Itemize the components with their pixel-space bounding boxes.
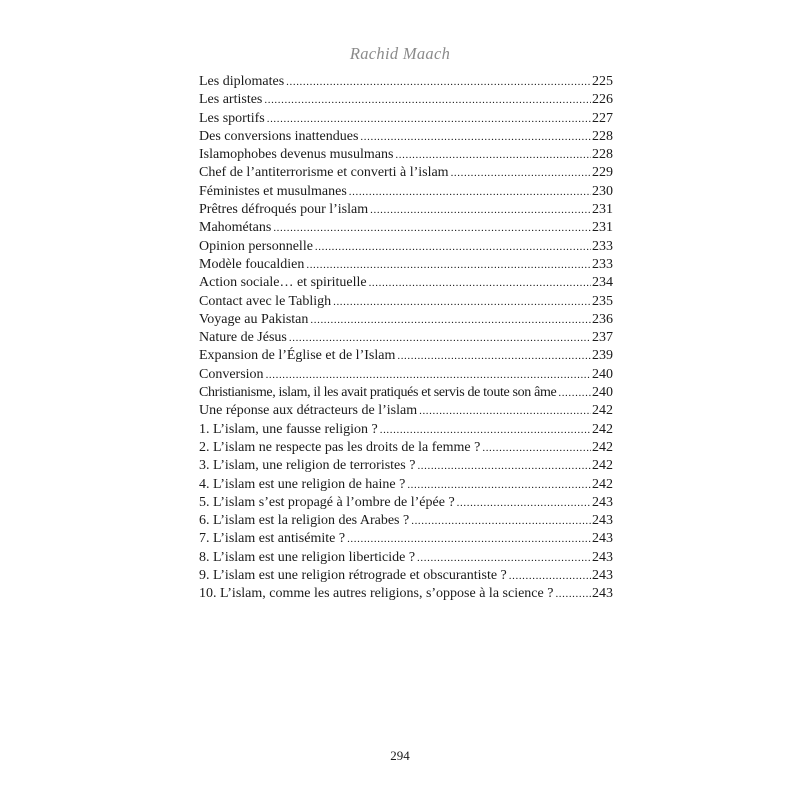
- dot-leader: [267, 110, 591, 128]
- toc-entry-page: 227: [592, 110, 613, 126]
- dot-leader: [264, 91, 591, 109]
- toc-entry: [199, 512, 613, 530]
- toc-entry-page: 243: [592, 531, 613, 547]
- toc-entry-title: Prêtres défroqués pour l’islam: [199, 202, 369, 218]
- toc-entry-page: 242: [592, 403, 613, 419]
- dot-leader: [349, 183, 591, 201]
- toc-entry-title: Nature de Jésus: [199, 330, 287, 346]
- toc-entry-page: 235: [592, 293, 613, 309]
- dot-leader: [407, 476, 591, 494]
- dot-leader: [369, 274, 591, 292]
- toc-entry-page: 240: [592, 366, 613, 382]
- toc-entry-title: 8. L’islam est une religion liberticide ?: [199, 549, 416, 565]
- toc-entry-title: 2. L’islam ne respecte pas les droits de la femme ?: [199, 439, 481, 455]
- page-number: 294: [390, 748, 410, 763]
- dot-leader: [347, 530, 591, 548]
- toc-entry: [199, 73, 613, 91]
- toc-entry-title: Expansion de l’Église et de l’Islam: [199, 348, 396, 364]
- toc-entry-title: Islamophobes devenus musulmans: [199, 147, 394, 163]
- dot-leader: [286, 73, 591, 91]
- dot-leader: [457, 494, 591, 512]
- toc-entry: [199, 183, 613, 201]
- toc-entry: [199, 311, 613, 329]
- toc-entry: [199, 128, 613, 146]
- toc-entry: [199, 402, 613, 420]
- toc-entry: [199, 329, 613, 347]
- dot-leader: [558, 384, 591, 402]
- dot-leader: [419, 402, 591, 420]
- dot-leader: [310, 311, 591, 329]
- toc-entry: [199, 201, 613, 219]
- toc-entry-title: Voyage au Pakistan: [199, 311, 309, 327]
- toc-entry-title: Conversion: [199, 366, 264, 382]
- toc-entry-page: 242: [592, 439, 613, 455]
- toc-entry-page: 243: [592, 549, 613, 565]
- toc-entry-title: Opinion personnelle: [199, 238, 313, 254]
- toc-entry: [199, 457, 613, 475]
- toc-entry-title: 5. L’islam s’est propagé à l’ombre de l’épée ?: [199, 494, 455, 510]
- toc-entry-title: Des conversions inattendues: [199, 128, 359, 144]
- toc-entry: [199, 219, 613, 237]
- dot-leader: [395, 146, 591, 164]
- toc-entry-title: Action sociale… et spirituelle: [199, 275, 367, 291]
- dot-leader: [555, 585, 591, 603]
- toc-entry: [199, 347, 613, 365]
- toc-entry-title: Les sportifs: [199, 110, 265, 126]
- toc-entry: [199, 439, 613, 457]
- table-of-contents: [199, 73, 613, 604]
- toc-entry: [199, 549, 613, 567]
- dot-leader: [397, 347, 591, 365]
- toc-entry-title: Les diplomates: [199, 74, 285, 89]
- toc-entry-title: 4. L’islam est une religion de haine ?: [199, 476, 406, 492]
- toc-entry-page: 231: [592, 202, 613, 218]
- dot-leader: [360, 128, 591, 146]
- dot-leader: [266, 366, 591, 384]
- toc-entry-page: 240: [592, 385, 613, 401]
- toc-entry-page: 239: [592, 348, 613, 364]
- toc-entry: [199, 238, 613, 256]
- toc-entry: [199, 421, 613, 439]
- toc-entry: [199, 274, 613, 292]
- toc-entry-title: 6. L’islam est la religion des Arabes ?: [199, 513, 410, 529]
- toc-entry-page: 242: [592, 458, 613, 474]
- dot-leader: [451, 164, 591, 182]
- dot-leader: [482, 439, 591, 457]
- dot-leader: [417, 549, 591, 567]
- dot-leader: [509, 567, 591, 585]
- toc-entry-page: 242: [592, 421, 613, 437]
- dot-leader: [289, 329, 591, 347]
- toc-entry-title: Christianisme, islam, il les avait pratiqués et servis de toute son âme: [199, 385, 557, 401]
- dot-leader: [411, 512, 591, 530]
- toc-entry-page: 233: [592, 256, 613, 272]
- toc-entry-page: 243: [592, 494, 613, 510]
- toc-entry: [199, 384, 613, 402]
- toc-entry-page: 242: [592, 476, 613, 492]
- toc-entry-title: Une réponse aux détracteurs de l’islam: [199, 403, 418, 419]
- toc-entry-title: Les artistes: [199, 92, 263, 108]
- toc-entry-title: Féministes et musulmanes: [199, 183, 347, 199]
- dot-leader: [380, 421, 591, 439]
- toc-entry-title: Contact avec le Tabligh: [199, 293, 332, 309]
- toc-entry: [199, 91, 613, 109]
- running-header-author: Rachid Maach: [349, 44, 451, 63]
- toc-entry: [199, 530, 613, 548]
- toc-entry-page: 236: [592, 311, 613, 327]
- toc-entry-title: Mahométans: [199, 220, 272, 236]
- dot-leader: [315, 238, 591, 256]
- dot-leader: [333, 293, 591, 311]
- toc-entry: [199, 146, 613, 164]
- toc-entry: [199, 164, 613, 182]
- toc-entry-title: Chef de l’antiterrorisme et converti à l’islam: [199, 165, 449, 181]
- toc-entry-title: 9. L’islam est une religion rétrograde et obscurantiste ?: [199, 568, 507, 584]
- toc-entry-page: 233: [592, 238, 613, 254]
- toc-entry-page: 243: [592, 586, 613, 602]
- toc-entry-title: 1. L’islam, une fausse religion ?: [199, 421, 378, 437]
- toc-entry-page: 225: [592, 74, 613, 89]
- toc-entry-title: 10. L’islam, comme les autres religions, s’oppose à la science ?: [199, 586, 554, 602]
- toc-entry-page: 243: [592, 568, 613, 584]
- dot-leader: [417, 457, 591, 475]
- toc-entry-title: 3. L’islam, une religion de terroristes ?: [199, 458, 416, 474]
- toc-entry: [199, 256, 613, 274]
- toc-entry-page: 243: [592, 513, 613, 529]
- toc-entry: [199, 293, 613, 311]
- toc-entry: [199, 585, 613, 603]
- toc-entry-page: 234: [592, 275, 613, 291]
- dot-leader: [370, 201, 591, 219]
- toc-entry: [199, 567, 613, 585]
- toc-entry-title: Modèle foucaldien: [199, 256, 305, 272]
- toc-entry-page: 229: [592, 165, 613, 181]
- toc-entry: [199, 476, 613, 494]
- toc-entry: [199, 494, 613, 512]
- toc-entry-page: 226: [592, 92, 613, 108]
- toc-entry: [199, 110, 613, 128]
- toc-entry-title: 7. L’islam est antisémite ?: [199, 531, 346, 547]
- dot-leader: [306, 256, 591, 274]
- toc-entry: [199, 366, 613, 384]
- toc-entry-page: 237: [592, 330, 613, 346]
- toc-entry-page: 230: [592, 183, 613, 199]
- toc-entry-page: 228: [592, 128, 613, 144]
- dot-leader: [273, 219, 591, 237]
- toc-entry-page: 231: [592, 220, 613, 236]
- toc-entry-page: 228: [592, 147, 613, 163]
